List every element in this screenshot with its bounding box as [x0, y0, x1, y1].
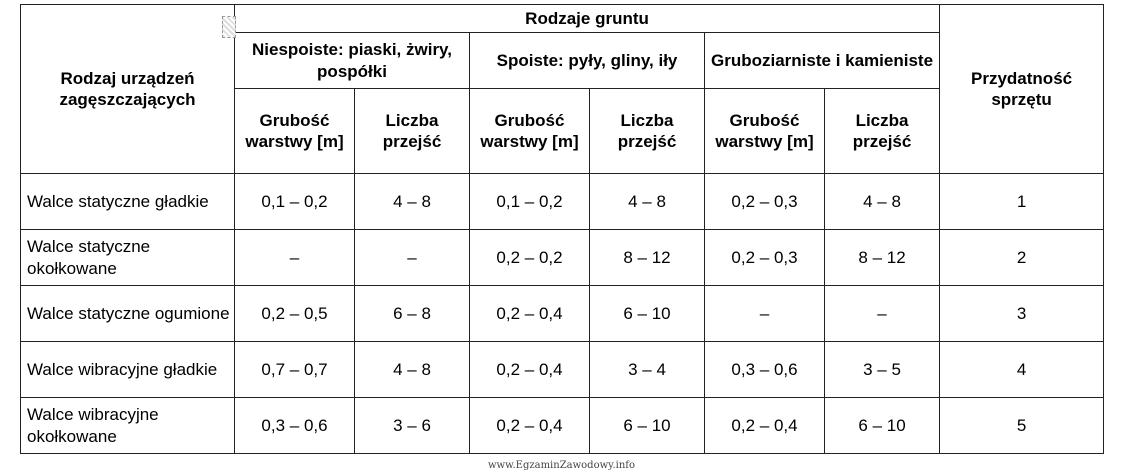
table-row: [21, 174, 1104, 230]
table-cell: –: [705, 286, 825, 342]
table-cell: 8 – 12: [825, 230, 940, 286]
table-cell: 3 – 6: [355, 398, 470, 454]
header-layer-thickness: Grubość warstwy [m]: [470, 89, 590, 174]
table-cell: 0,7 – 0,7: [235, 342, 355, 398]
row-device-name: Walce statyczne okołkowane: [21, 230, 235, 286]
header-layer-thickness: Grubość warstwy [m]: [235, 89, 355, 174]
usefulness-cell: 4: [940, 342, 1104, 398]
table-cell: 0,1 – 0,2: [470, 174, 590, 230]
table-cell: 0,3 – 0,6: [235, 398, 355, 454]
table-cell: 6 – 10: [590, 398, 705, 454]
header-group-coarse: Gruboziarniste i kamieniste: [705, 33, 940, 89]
table-cell: 4 – 8: [355, 342, 470, 398]
table-cell: 3 – 4: [590, 342, 705, 398]
header-device-type: Rodzaj urządzeń zagęszczających: [21, 5, 235, 174]
soil-compaction-table: [20, 4, 1104, 454]
broken-image-icon: [222, 16, 236, 38]
table-row: [21, 286, 1104, 342]
table-cell: –: [825, 286, 940, 342]
table-cell: 8 – 12: [590, 230, 705, 286]
table-cell: 0,1 – 0,2: [235, 174, 355, 230]
table-row: [21, 342, 1104, 398]
header-group-noncohesive: Niespoiste: piaski, żwiry, pospółki: [235, 33, 470, 89]
table-cell: 3 – 5: [825, 342, 940, 398]
header-layer-thickness: Grubość warstwy [m]: [705, 89, 825, 174]
table-cell: 6 – 10: [590, 286, 705, 342]
table-cell: 0,2 – 0,4: [470, 342, 590, 398]
table-cell: 4 – 8: [825, 174, 940, 230]
header-pass-count: Liczba przejść: [590, 89, 705, 174]
table-cell: 0,2 – 0,4: [705, 398, 825, 454]
table-cell: 4 – 8: [590, 174, 705, 230]
header-row-top: [21, 5, 1104, 33]
soil-compaction-table-container: [20, 4, 1103, 454]
usefulness-cell: 2: [940, 230, 1104, 286]
table-cell: 6 – 10: [825, 398, 940, 454]
table-cell: 0,2 – 0,4: [470, 286, 590, 342]
table-cell: 0,2 – 0,2: [470, 230, 590, 286]
header-pass-count: Liczba przejść: [355, 89, 470, 174]
table-row: [21, 230, 1104, 286]
header-group-cohesive: Spoiste: pyły, gliny, iły: [470, 33, 705, 89]
usefulness-cell: 1: [940, 174, 1104, 230]
table-cell: 0,2 – 0,4: [470, 398, 590, 454]
watermark: www.EgzaminZawodowy.info: [487, 460, 636, 471]
usefulness-cell: 5: [940, 398, 1104, 454]
header-usefulness: Przydatność sprzętu: [940, 5, 1104, 174]
table-cell: 0,2 – 0,3: [705, 174, 825, 230]
row-device-name: Walce wibracyjne gładkie: [21, 342, 235, 398]
table-row: [21, 398, 1104, 454]
usefulness-cell: 3: [940, 286, 1104, 342]
table-cell: 6 – 8: [355, 286, 470, 342]
row-device-name: Walce statyczne ogumione: [21, 286, 235, 342]
table-cell: 0,2 – 0,3: [705, 230, 825, 286]
table-cell: 4 – 8: [355, 174, 470, 230]
header-soil-types: Rodzaje gruntu: [235, 5, 940, 33]
row-device-name: Walce wibracyjne okołkowane: [21, 398, 235, 454]
row-device-name: Walce statyczne gładkie: [21, 174, 235, 230]
header-pass-count: Liczba przejść: [825, 89, 940, 174]
table-cell: 0,3 – 0,6: [705, 342, 825, 398]
table-cell: 0,2 – 0,5: [235, 286, 355, 342]
table-cell: –: [235, 230, 355, 286]
table-cell: –: [355, 230, 470, 286]
